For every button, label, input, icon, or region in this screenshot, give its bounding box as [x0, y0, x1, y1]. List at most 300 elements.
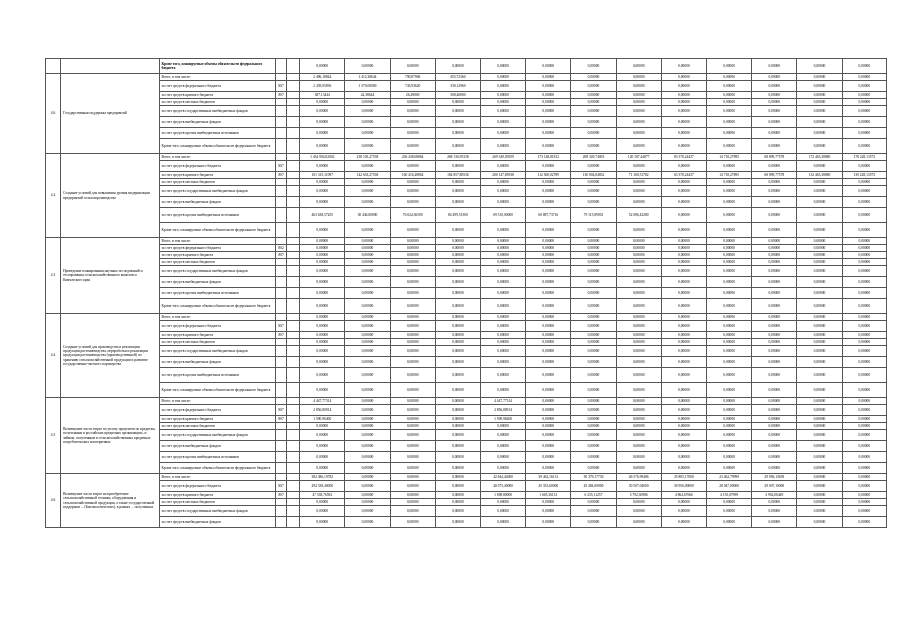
- year-value-cell: 0,00000: [616, 99, 661, 106]
- budget-class-code: [287, 441, 300, 452]
- table-row: [46, 74, 887, 81]
- year-value-cell: 0,00000: [571, 161, 616, 172]
- year-value-cell: 0,00000: [706, 266, 751, 277]
- year-value-cell: 23 462,79999: [706, 474, 751, 481]
- year-value-cell: 0,00000: [752, 277, 797, 288]
- year-value-cell: 0,00000: [616, 92, 661, 99]
- year-value-cell: 0,00000: [661, 277, 706, 288]
- year-value-cell: 0,00000: [842, 259, 886, 266]
- budget-class-code: [287, 277, 300, 288]
- table-row: [46, 208, 887, 223]
- year-value-cell: 0,00000: [706, 452, 751, 463]
- funding-source-label: за счет средств местных бюджетов: [159, 259, 276, 266]
- funding-source-label: за счет средств внебюджетных фондов: [159, 117, 276, 128]
- year-value-cell: 0,00000: [616, 179, 661, 186]
- year-value-cell: 0,00000: [480, 92, 525, 99]
- year-value-cell: 0,00000: [571, 245, 616, 252]
- year-value-cell: 0,00000: [526, 517, 571, 528]
- grbs-code: [276, 238, 287, 245]
- year-value-cell: 0,00000: [390, 346, 435, 357]
- year-value-cell: 0,00000: [480, 223, 525, 238]
- grbs-code: 807: [276, 172, 287, 179]
- year-value-cell: 790,87906: [390, 74, 435, 81]
- year-value-cell: 0,00000: [842, 405, 886, 416]
- year-value-cell: 0,00000: [706, 299, 751, 314]
- funding-source-label: за счет средств федерального бюджета: [159, 405, 276, 416]
- year-value-cell: 0,00000: [842, 416, 886, 423]
- section-number: 4.6: [46, 74, 61, 154]
- year-value-cell: 0,00000: [390, 481, 435, 492]
- year-value-cell: 0,00000: [797, 266, 842, 277]
- year-value-cell: 76 024,36500: [390, 208, 435, 223]
- year-value-cell: 0,00000: [797, 321, 842, 332]
- year-value-cell: 0,00000: [842, 208, 886, 223]
- year-value-cell: 0,00000: [571, 321, 616, 332]
- year-value-cell: 0,00000: [661, 238, 706, 245]
- year-value-cell: 0,00000: [616, 416, 661, 423]
- year-value-cell: 0,00000: [571, 238, 616, 245]
- year-value-cell: 0,00000: [842, 314, 886, 321]
- year-value-cell: 42,38644: [345, 92, 390, 99]
- year-value-cell: 0,00000: [571, 81, 616, 92]
- table-row: [46, 499, 887, 506]
- year-value-cell: 1 370,00000: [345, 81, 390, 92]
- total-value-cell: 382 386,10782: [300, 474, 345, 481]
- year-value-cell: 0,00000: [435, 197, 480, 208]
- year-value-cell: 0,00000: [345, 368, 390, 383]
- total-value-cell: 0,00000: [300, 499, 345, 506]
- year-value-cell: 0,00000: [752, 517, 797, 528]
- year-value-cell: 0,00000: [480, 59, 525, 74]
- year-value-cell: 0,00000: [526, 161, 571, 172]
- year-value-cell: 0,00000: [435, 452, 480, 463]
- table-row: [46, 245, 887, 252]
- year-value-cell: 0,00000: [616, 398, 661, 405]
- year-value-cell: 0,00000: [752, 59, 797, 74]
- year-value-cell: 0,00000: [390, 299, 435, 314]
- year-value-cell: 0,00000: [616, 346, 661, 357]
- table-row: [46, 506, 887, 517]
- year-value-cell: 0,00000: [435, 238, 480, 245]
- year-value-cell: 0,00000: [345, 474, 390, 481]
- budget-class-code: [287, 81, 300, 92]
- year-value-cell: 0,00000: [842, 197, 886, 208]
- grbs-code: 807: [276, 252, 287, 259]
- funding-source-label: Всего, в том числе:: [159, 398, 276, 405]
- table-row: [46, 288, 887, 299]
- year-value-cell: 0,00000: [390, 499, 435, 506]
- grbs-code: [276, 186, 287, 197]
- year-value-cell: 0,00000: [345, 252, 390, 259]
- total-value-cell: 0,00000: [300, 357, 345, 368]
- grbs-code: [276, 499, 287, 506]
- budget-class-code: [287, 416, 300, 423]
- year-value-cell: 0,00000: [842, 383, 886, 398]
- year-value-cell: 0,00000: [435, 481, 480, 492]
- total-value-cell: 0,00000: [300, 463, 345, 474]
- table-row: [46, 463, 887, 474]
- year-value-cell: 0,00000: [390, 517, 435, 528]
- year-value-cell: 0,00000: [390, 117, 435, 128]
- year-value-cell: 0,00000: [616, 252, 661, 259]
- year-value-cell: 0,00000: [706, 245, 751, 252]
- budget-class-code: [287, 179, 300, 186]
- year-value-cell: 0,00000: [571, 128, 616, 139]
- budget-class-code: [287, 266, 300, 277]
- year-value-cell: 0,00000: [706, 314, 751, 321]
- grbs-code: [276, 441, 287, 452]
- year-value-cell: 0,00000: [661, 405, 706, 416]
- year-value-cell: 0,00000: [842, 92, 886, 99]
- total-value-cell: 0,00000: [300, 332, 345, 339]
- year-value-cell: 0,00000: [571, 106, 616, 117]
- table-row: [46, 368, 887, 383]
- year-value-cell: 0,00000: [435, 357, 480, 368]
- year-value-cell: 0,00000: [616, 74, 661, 81]
- year-value-cell: 0,00000: [571, 339, 616, 346]
- year-value-cell: 0,00000: [797, 139, 842, 154]
- funding-source-label: за счет средств государственных внебюджетных фондов: [159, 346, 276, 357]
- year-value-cell: 0,00000: [842, 186, 886, 197]
- total-value-cell: 1 590,96400: [300, 416, 345, 423]
- year-value-cell: 0,00000: [842, 238, 886, 245]
- grbs-code: [276, 154, 287, 161]
- year-value-cell: 0,00000: [661, 139, 706, 154]
- year-value-cell: 0,00000: [526, 179, 571, 186]
- total-value-cell: 0,00000: [300, 277, 345, 288]
- year-value-cell: 1 590,96400: [480, 416, 525, 423]
- table-row: [46, 92, 887, 99]
- year-value-cell: 0,00000: [480, 299, 525, 314]
- year-value-cell: 0,00000: [752, 430, 797, 441]
- year-value-cell: 0,00000: [616, 277, 661, 288]
- year-value-cell: 0,00000: [390, 245, 435, 252]
- year-value-cell: 0,00000: [752, 186, 797, 197]
- year-value-cell: 0,00000: [571, 117, 616, 128]
- year-value-cell: 0,00000: [616, 314, 661, 321]
- year-value-cell: 0,00000: [345, 128, 390, 139]
- total-value-cell: 0,00000: [300, 223, 345, 238]
- year-value-cell: 0,00000: [435, 506, 480, 517]
- year-value-cell: 68 899,77578: [752, 172, 797, 179]
- year-value-cell: 0,00000: [616, 441, 661, 452]
- grbs-code: [276, 197, 287, 208]
- year-value-cell: 0,00000: [752, 463, 797, 474]
- year-value-cell: 0,00000: [526, 506, 571, 517]
- year-value-cell: 112 500,02789: [526, 172, 571, 179]
- year-value-cell: 0,00000: [435, 59, 480, 74]
- year-value-cell: 0,00000: [752, 314, 797, 321]
- year-value-cell: 0,00000: [345, 441, 390, 452]
- year-value-cell: 0,00000: [345, 430, 390, 441]
- budget-class-code: [287, 452, 300, 463]
- year-value-cell: 0,00000: [752, 398, 797, 405]
- year-value-cell: 0,00000: [616, 223, 661, 238]
- year-value-cell: 160 416,28864: [390, 172, 435, 179]
- year-value-cell: 0,00000: [526, 59, 571, 74]
- year-value-cell: 0,00000: [842, 481, 886, 492]
- total-value-cell: 0,00000: [300, 197, 345, 208]
- grbs-code: 807: [276, 92, 287, 99]
- year-value-cell: 0,00000: [480, 332, 525, 339]
- year-value-cell: 0,00000: [616, 405, 661, 416]
- grbs-code: [276, 506, 287, 517]
- year-value-cell: 0,00000: [571, 139, 616, 154]
- grbs-code: [276, 74, 287, 81]
- year-value-cell: 0,00000: [706, 506, 751, 517]
- year-value-cell: 0,00000: [797, 383, 842, 398]
- year-value-cell: 0,00000: [752, 208, 797, 223]
- year-value-cell: 0,00000: [345, 452, 390, 463]
- year-value-cell: 0,00000: [661, 332, 706, 339]
- year-value-cell: 0,00000: [435, 474, 480, 481]
- grbs-code: 807: [276, 481, 287, 492]
- year-value-cell: 0,00000: [390, 463, 435, 474]
- funding-source-label: за счет средств местных бюджетов: [159, 339, 276, 346]
- year-value-cell: 0,00000: [345, 288, 390, 299]
- year-value-cell: 60 887,73716: [526, 208, 571, 223]
- year-value-cell: 0,00000: [480, 117, 525, 128]
- year-value-cell: 0,00000: [390, 423, 435, 430]
- year-value-cell: 0,00000: [842, 161, 886, 172]
- year-value-cell: 0,00000: [661, 506, 706, 517]
- year-value-cell: 0,00000: [526, 299, 571, 314]
- year-value-cell: 0,00000: [435, 117, 480, 128]
- year-value-cell: 268 136,95338: [435, 154, 480, 161]
- year-value-cell: 0,00000: [661, 430, 706, 441]
- year-value-cell: 0,00000: [797, 452, 842, 463]
- year-value-cell: 0,00000: [480, 266, 525, 277]
- total-value-cell: 0,00000: [300, 299, 345, 314]
- budget-class-code: [287, 346, 300, 357]
- year-value-cell: 0,00000: [435, 441, 480, 452]
- year-value-cell: 0,00000: [345, 259, 390, 266]
- year-value-cell: 0,00000: [706, 321, 751, 332]
- year-value-cell: 0,00000: [526, 288, 571, 299]
- year-value-cell: 0,00000: [797, 357, 842, 368]
- total-value-cell: 0,00000: [300, 161, 345, 172]
- year-value-cell: 0,00000: [526, 383, 571, 398]
- year-value-cell: 0,00000: [797, 299, 842, 314]
- year-value-cell: 0,00000: [435, 383, 480, 398]
- section-name: Проведение планирования научных исследований и тестирования сельскохозяйственного комплекса Камчатского края: [61, 238, 159, 314]
- year-value-cell: 0,00000: [571, 92, 616, 99]
- year-value-cell: 0,00000: [571, 186, 616, 197]
- year-value-cell: 0,00000: [842, 463, 886, 474]
- year-value-cell: 0,00000: [842, 492, 886, 499]
- year-value-cell: 14 718,27895: [706, 172, 751, 179]
- year-value-cell: 0,00000: [706, 259, 751, 266]
- year-value-cell: 142 633,27538: [345, 172, 390, 179]
- year-value-cell: 0,00000: [526, 430, 571, 441]
- year-value-cell: 0,00000: [526, 332, 571, 339]
- year-value-cell: 0,00000: [435, 314, 480, 321]
- year-value-cell: 0,00000: [435, 332, 480, 339]
- total-value-cell: 0,00000: [300, 452, 345, 463]
- funding-source-label: за счет средств прочих внебюджетных источников: [159, 288, 276, 299]
- budget-class-code: [287, 332, 300, 339]
- grbs-code: [276, 288, 287, 299]
- year-value-cell: 0,00000: [752, 197, 797, 208]
- year-value-cell: 0,00000: [345, 186, 390, 197]
- year-value-cell: 0,00000: [797, 339, 842, 346]
- year-value-cell: 0,00000: [797, 74, 842, 81]
- funding-source-label: за счет средств федерального бюджета: [159, 81, 276, 92]
- year-value-cell: 0,00000: [345, 463, 390, 474]
- funding-source-label: за счет средств краевого бюджета: [159, 332, 276, 339]
- funding-source-label: за счет средств краевого бюджета: [159, 492, 276, 499]
- total-value-cell: 0,00000: [300, 346, 345, 357]
- total-value-cell: 463 638,57205: [300, 208, 345, 223]
- year-value-cell: 0,00000: [435, 259, 480, 266]
- year-value-cell: 3 902,06449: [752, 492, 797, 499]
- budget-class-code: [287, 299, 300, 314]
- year-value-cell: 0,00000: [480, 252, 525, 259]
- year-value-cell: 0,00000: [661, 252, 706, 259]
- year-value-cell: 0,00000: [345, 266, 390, 277]
- grbs-code: [276, 398, 287, 405]
- table-row: [46, 197, 887, 208]
- year-value-cell: 0,00000: [480, 346, 525, 357]
- total-value-cell: 0,00000: [300, 288, 345, 299]
- year-value-cell: 0,00000: [435, 517, 480, 528]
- budget-class-code: [287, 492, 300, 499]
- funding-source-label: за счет средств местных бюджетов: [159, 499, 276, 506]
- year-value-cell: 0,00000: [842, 99, 886, 106]
- table-row: [46, 106, 887, 117]
- year-value-cell: 0,00000: [842, 517, 886, 528]
- year-value-cell: 0,00000: [571, 423, 616, 430]
- year-value-cell: 0,00000: [842, 346, 886, 357]
- year-value-cell: 0,00000: [706, 383, 751, 398]
- year-value-cell: 0,00000: [480, 430, 525, 441]
- year-value-cell: 0,00000: [752, 499, 797, 506]
- year-value-cell: 0,00000: [842, 339, 886, 346]
- table-row: [46, 441, 887, 452]
- funding-source-label: за счет средств прочих внебюджетных источников: [159, 368, 276, 383]
- year-value-cell: 0,00000: [752, 252, 797, 259]
- grbs-code: [276, 383, 287, 398]
- year-value-cell: 0,00000: [435, 99, 480, 106]
- grbs-code: [276, 368, 287, 383]
- total-value-cell: 1 434 994,82002: [300, 154, 345, 161]
- year-value-cell: 0,00000: [435, 346, 480, 357]
- year-value-cell: 0,00000: [435, 252, 480, 259]
- total-value-cell: 387,13444: [300, 92, 345, 99]
- year-value-cell: 0,00000: [661, 441, 706, 452]
- year-value-cell: 0,00000: [797, 368, 842, 383]
- total-value-cell: 47 538,76592: [300, 492, 345, 499]
- total-value-cell: 0,00000: [300, 238, 345, 245]
- budget-table: [45, 58, 887, 528]
- year-value-cell: 0,00000: [661, 339, 706, 346]
- year-value-cell: 0,00000: [435, 423, 480, 430]
- year-value-cell: 0,00000: [842, 332, 886, 339]
- grbs-code: [276, 339, 287, 346]
- year-value-cell: 0,00000: [390, 430, 435, 441]
- year-value-cell: 0,00000: [616, 368, 661, 383]
- year-value-cell: 0,00000: [661, 346, 706, 357]
- year-value-cell: 0,00000: [797, 314, 842, 321]
- year-value-cell: 0,00000: [797, 441, 842, 452]
- year-value-cell: 0,00000: [345, 517, 390, 528]
- year-value-cell: 0,00000: [571, 299, 616, 314]
- year-value-cell: 0,00000: [526, 357, 571, 368]
- year-value-cell: 0,00000: [752, 405, 797, 416]
- table-row: [46, 423, 887, 430]
- year-value-cell: 0,00000: [706, 186, 751, 197]
- year-value-cell: 0,00000: [797, 517, 842, 528]
- year-value-cell: 0,00000: [616, 321, 661, 332]
- year-value-cell: 0,00000: [797, 416, 842, 423]
- total-value-cell: 0,00000: [300, 252, 345, 259]
- year-value-cell: 178 228,13573: [842, 154, 886, 161]
- year-value-cell: 0,00000: [842, 128, 886, 139]
- year-value-cell: 455,72360: [435, 74, 480, 81]
- year-value-cell: 26,28000: [390, 92, 435, 99]
- year-value-cell: 0,00000: [616, 266, 661, 277]
- year-value-cell: 0,00000: [526, 321, 571, 332]
- year-value-cell: 0,00000: [390, 506, 435, 517]
- year-value-cell: 269 349,05959: [480, 154, 525, 161]
- year-value-cell: 0,00000: [390, 368, 435, 383]
- year-value-cell: 0,00000: [390, 139, 435, 154]
- budget-class-code: [287, 186, 300, 197]
- grbs-code: [276, 59, 287, 74]
- year-value-cell: 0,00000: [526, 245, 571, 252]
- year-value-cell: 0,00000: [797, 208, 842, 223]
- year-value-cell: 71 100,51782: [616, 172, 661, 179]
- year-value-cell: 0,00000: [480, 238, 525, 245]
- year-value-cell: 208 349,74003: [571, 154, 616, 161]
- year-value-cell: 0,00000: [706, 332, 751, 339]
- year-value-cell: 0,00000: [842, 499, 886, 506]
- year-value-cell: 0,00000: [797, 288, 842, 299]
- year-value-cell: 0,00000: [616, 59, 661, 74]
- year-value-cell: 0,00000: [345, 99, 390, 106]
- year-value-cell: 0,00000: [390, 197, 435, 208]
- year-value-cell: 0,00000: [797, 179, 842, 186]
- year-value-cell: 0,00000: [842, 179, 886, 186]
- year-value-cell: 0,00000: [435, 492, 480, 499]
- year-value-cell: 0,00000: [706, 252, 751, 259]
- year-value-cell: 39 462,16131: [526, 474, 571, 481]
- year-value-cell: 0,00000: [480, 314, 525, 321]
- funding-source-label: за счет средств внебюджетных фондов: [159, 441, 276, 452]
- year-value-cell: 0,00000: [526, 398, 571, 405]
- funding-source-label: за счет средств местных бюджетов: [159, 179, 276, 186]
- total-value-cell: 0,00000: [300, 506, 345, 517]
- year-value-cell: 0,00000: [345, 346, 390, 357]
- year-value-cell: 0,00000: [706, 197, 751, 208]
- year-value-cell: 0,00000: [842, 223, 886, 238]
- budget-class-code: [287, 288, 300, 299]
- section-number: 4.4: [46, 314, 61, 398]
- grbs-code: [276, 463, 287, 474]
- year-value-cell: 0,00000: [661, 452, 706, 463]
- budget-class-code: [287, 481, 300, 492]
- table-row: [46, 81, 887, 92]
- section-name: Создание условий для производства и реализации продукции растениеводства, переработки и реализации продукции растениеводства (производственной) по хранению сельскохозяйственной продукции и развитие государственно-частного партнерства: [61, 314, 159, 398]
- year-value-cell: 0,00000: [571, 416, 616, 423]
- year-value-cell: 200 147,85938: [480, 172, 525, 179]
- year-value-cell: 0,00000: [797, 492, 842, 499]
- year-value-cell: 0,00000: [616, 339, 661, 346]
- year-value-cell: 0,00000: [345, 106, 390, 117]
- year-value-cell: 0,00000: [571, 288, 616, 299]
- funding-source-label: за счет средств краевого бюджета: [159, 92, 276, 99]
- year-value-cell: 0,00000: [661, 499, 706, 506]
